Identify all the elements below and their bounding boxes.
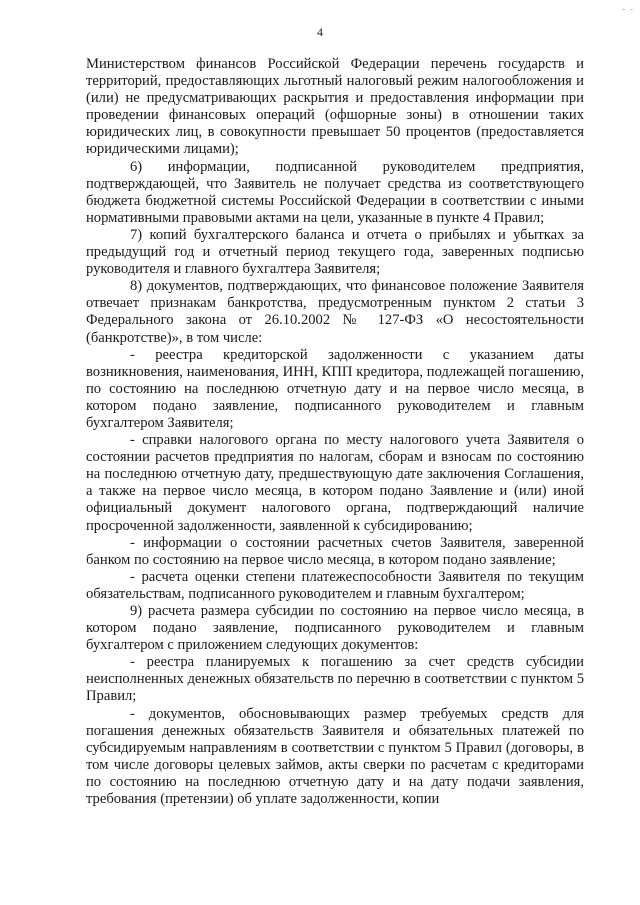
paragraph-dash-planned-registry: - реестра планируемых к погашению за счет средств субсидии неисполненных денежных обязательств по перечню в соответствии с пунктом 5 Правил; bbox=[86, 654, 584, 705]
corner-mark: - - bbox=[621, 4, 634, 15]
paragraph-dash-justifying-docs: - документов, обосновывающих размер требуемых средств для погашения денежных обязательств Заявителя и обязательных платежей по субсидируемым направлениям в соответствии с пунктом 5 Правил (договоры, в том числе договоры целевых займов, акты сверки по расчетам с кредиторами по состоянию на последнюю отчетную дату и на дату подачи заявления, требования (претензии) об уплате задолженности, копии bbox=[86, 705, 584, 808]
paragraph-item-9: 9) расчета размера субсидии по состоянию на первое число месяца, в котором подано заявление, подписанного руководителем и главным бухгалтером с приложением следующих документов: bbox=[86, 603, 584, 654]
paragraph-continuation: Министерством финансов Российской Федерации перечень государств и территорий, предоставляющих льготный налоговый режим налогообложения и (или) не предусматривающих раскрытия и предоставления информации при проведении финансовых операций (офшорные зоны) в отношении таких юридических лиц, в совокупности превышает 50 процентов (предоставляется юридическими лицами); bbox=[86, 56, 584, 158]
paragraph-dash-solvency: - расчета оценки степени платежеспособности Заявителя по текущим обязательствам, подписанного руководителем и главным бухгалтером; bbox=[86, 568, 584, 602]
paragraph-item-6: 6) информации, подписанной руководителем предприятия, подтверждающей, что Заявитель не получает средства из соответствующего бюджета бюджетной системы Российской Федерации в соответствии с иными нормативными правовыми актами на цели, указанные в пункте 4 Правил; bbox=[86, 158, 584, 226]
paragraph-dash-creditor-registry: - реестра кредиторской задолженности с указанием даты возникновения, наименования, ИНН, КПП кредитора, подлежащей погашению, по состоянию на последнюю отчетную дату и на первое число месяца, в котором подано заявление, подписанного руководителем и главным бухгалтером Заявителя; bbox=[86, 346, 584, 431]
paragraph-item-7: 7) копий бухгалтерского баланса и отчета о прибылях и убытках за предыдущий год и отчетный период текущего года, заверенных подписью руководителя и главного бухгалтера Заявителя; bbox=[86, 226, 584, 278]
paragraph-dash-tax-certificate: - справки налогового органа по месту налогового учета Заявителя о состоянии расчетов предприятия по налогам, сборам и взносам по состоянию на последнюю отчетную дату, предшествующую дате заключения Соглашения, а также на первое число месяца, в котором подано Заявление и (или) иной официальный документ налогового органа, подтверждающий наличие просроченной задолженности, заявленной к субсидированию; bbox=[86, 432, 584, 534]
body-text bbox=[86, 56, 584, 808]
page-number: 4 bbox=[317, 25, 323, 39]
paragraph-item-8: 8) документов, подтверждающих, что финансовое положение Заявителя отвечает признакам банкротства, предусмотренным пунктом 2 статьи 3 Федерального закона от 26.10.2002 № 127-ФЗ «О несостоятельности (банкротстве)», в том числе: bbox=[86, 278, 584, 346]
paragraph-dash-bank-accounts: - информации о состоянии расчетных счетов Заявителя, заверенной банком по состоянию на первое число месяца, в котором подано заявление; bbox=[86, 534, 584, 568]
